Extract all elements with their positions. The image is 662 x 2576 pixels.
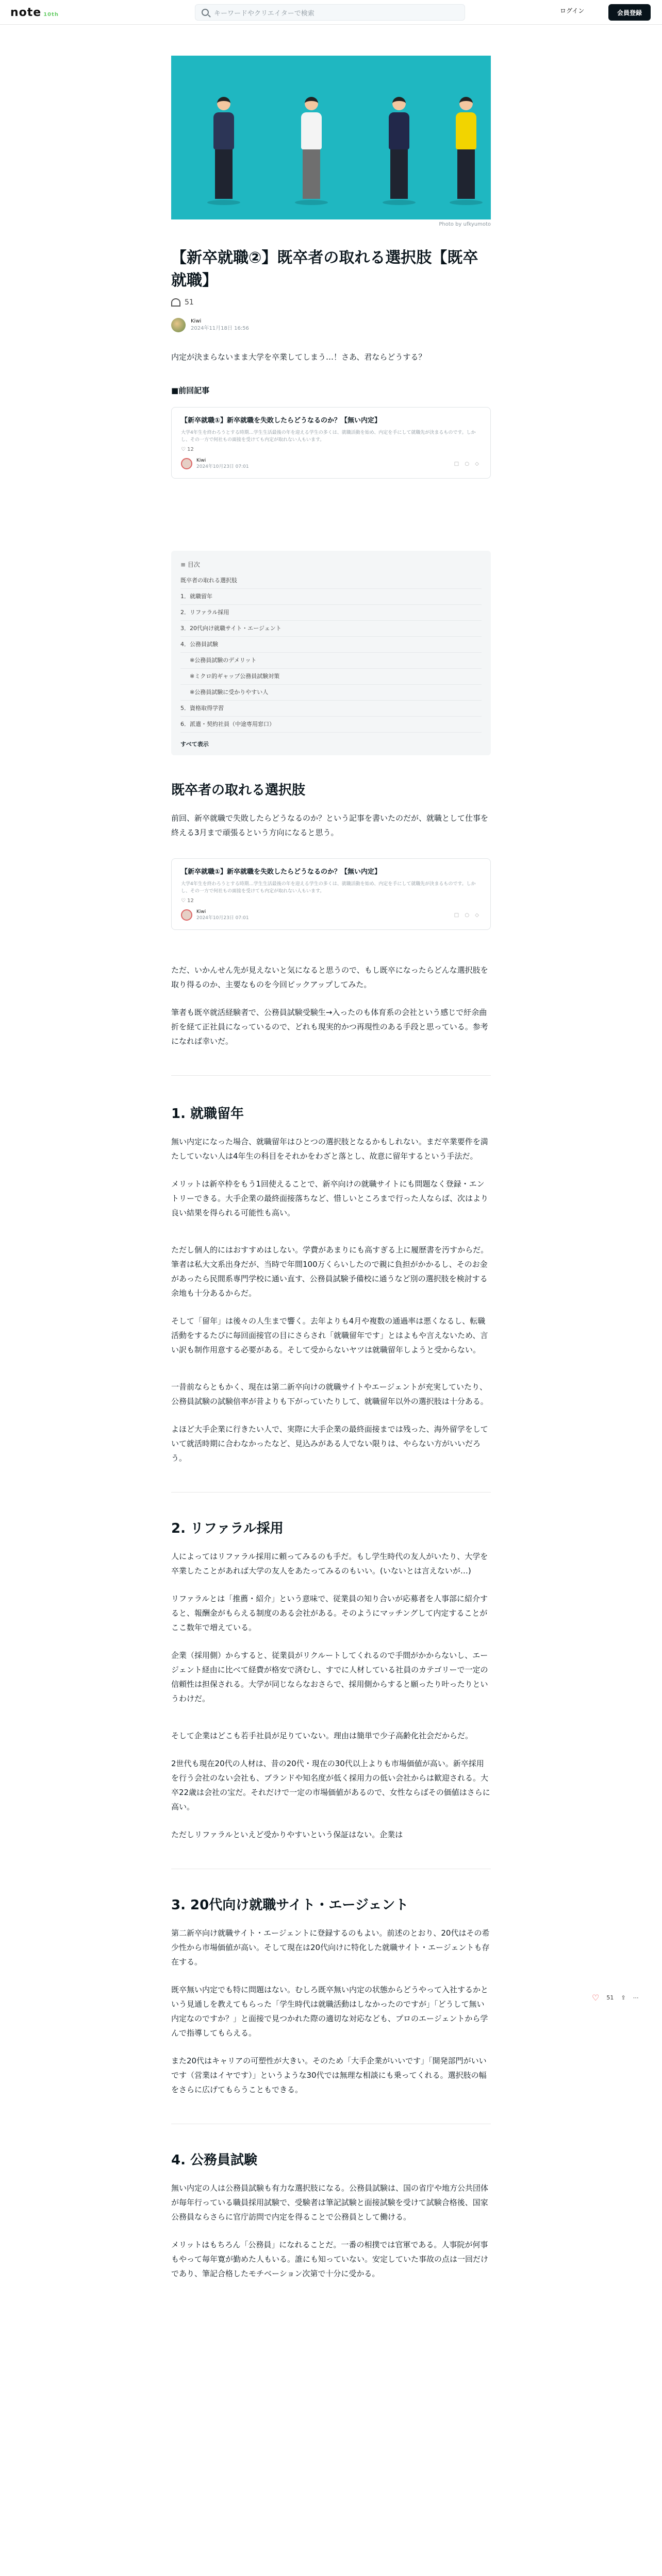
avatar[interactable] (171, 318, 186, 332)
publish-date: 2024年11月18日 16:56 (191, 326, 249, 331)
embed-date: 2024年10月23日 07:01 (196, 464, 249, 469)
search-placeholder: キーワードやクリエイターで検索 (214, 9, 315, 18)
embed-share-icons[interactable]: □ ○ ◇ (454, 461, 481, 467)
embed-author: Kiwi (196, 909, 206, 914)
table-of-contents (171, 551, 491, 755)
photo-credit: Photo by ufkyumoto (439, 222, 491, 227)
login-button[interactable]: ログイン (560, 7, 585, 14)
body-paragraph: 筆者も既卒就活経験者で、公務員試験受験生→入ったのも体育系の会社という感じで紆余曲折を経て正社員になっているので、どれも現実的かつ再現性のある手段と思っている。参考になれば幸いだ。 (171, 1008, 488, 1046)
body-paragraph: そして「留年」は後々の人生まで響く。去年よりも4月や複数の通過率は悪くなるし、転職活動をするたびに毎回面接官の目にさらされ「就職留年です」とはよもや言えないため、言い訳も制作用意する必要がある。そして受からないヤツは就職留年しようと受からない。 (171, 1316, 488, 1354)
embedded-article-card[interactable] (171, 858, 491, 930)
embed-avatar (181, 909, 192, 921)
body-paragraph: よほど大手企業に行きたい人で、実際に大手企業の最終面接までは残った、海外留学をしていて就活時期に合わなかったなど、見込みがある人でない限りは、やらない方がいいだろう。 (171, 1425, 488, 1463)
toc-title-text: 目次 (187, 561, 200, 568)
toc-item[interactable]: 5．資格取得学習 (180, 701, 482, 717)
embed-like-count: 12 (187, 898, 194, 904)
body-paragraph: 一昔前ならともかく、現在は第二新卒向けの就職サイトやエージェントが充実していたり、公務員試験の試験倍率が昔よりも下がっていたりして、就職留年以外の選択肢は十分ある。 (171, 1382, 488, 1406)
share-icon[interactable]: ⇪ (621, 1994, 626, 2001)
embed-like-count: 12 (187, 447, 194, 452)
like-count: 51 (185, 298, 194, 307)
signup-button[interactable]: 会員登録 (608, 4, 651, 21)
author-row (171, 318, 491, 332)
toc-item[interactable]: 2．リファラル採用 (180, 605, 482, 621)
body-paragraph: 第二新卒向け就職サイト・エージェントに登録するのもよい。前述のとおり、20代はその希少性から市場価値が高い。そして現在は20代向けに特化した就職サイト・エージェントも存在する。 (171, 1928, 490, 1967)
hero-image (171, 56, 491, 219)
more-icon[interactable]: ⋯ (633, 1994, 639, 2001)
body-paragraph: 企業（採用側）からすると、従業員がリクルートしてくれるので手間がかからないし、エージェント経由に比べて経費が格安で済むし、すでに人材している社員のカテゴリーで一定の信頼性は担保される。大学が同じならなおさらで、採用側からすると願ったり叶ったりというわけだ。 (171, 1651, 488, 1703)
toc-item[interactable]: 3．20代向け就職サイト・エージェント (180, 621, 482, 637)
section-heading: 2. リファラル採用 (171, 1521, 284, 1536)
embed-date: 2024年10月23日 07:01 (196, 916, 249, 921)
toc-item[interactable]: ※公務員試験に受かりやすい人 (180, 685, 482, 701)
like-row (171, 298, 491, 307)
section-heading: 1. 就職留年 (171, 1106, 244, 1122)
site-header (0, 0, 662, 25)
author-name[interactable]: Kiwi (191, 318, 202, 324)
body-paragraph: メリットは新卒枠をもう1回使えることで、新卒向けの就職サイトにも問題なく登録・エントリーできる。大手企業の最終面接落ちなど、惜しいところまで行った人ならば、次はより良い結果を得られる可能性も高い。 (171, 1179, 489, 1217)
toc-title[interactable]: ≡ 目次 (180, 561, 200, 568)
search-input[interactable] (195, 4, 465, 21)
embed-description: 大学4年生を終わろうとする時期…学生生活最後の年を迎える学生の多くは、就職活動を始め、内定を手にして就職先が決まるものです。しかし、その一方で何社もの面接を受けても内定が取れない人もいます。 (181, 882, 476, 894)
note-logo[interactable] (10, 6, 59, 19)
heart-icon[interactable] (171, 298, 180, 307)
body-paragraph: ただし個人的にはおすすめはしない。学費があまりにも高すぎる上に履歴書を汚すからだ。筆者は私大文系出身だが、当時で年間100万くらいしたので親に負担がかかるし、そのお金があったら民間系専門学校に通い直す、公務員試験予備校に通うなど別の選択肢を検討する余地も十分あるからだ。 (171, 1245, 489, 1298)
article-main (171, 56, 491, 2281)
embed-like: ♡ 12 (181, 447, 194, 452)
embed-share-icons[interactable]: □ ○ ◇ (454, 912, 481, 918)
logo-badge: 10th (43, 12, 59, 18)
body-paragraph: ただ、いかんせん先が見えないと気になると思うので、もし既卒になったらどんな選択肢を取り得るのか、主要なものを今回ピックアップしてみた。 (171, 965, 488, 989)
embed-title: 【新卒就職①】新卒就職を失敗したらどうなるのか？【無い内定】 (181, 868, 382, 876)
toc-item[interactable]: 4．公務員試験 (180, 637, 482, 653)
embed-avatar (181, 458, 192, 469)
body-paragraph: 前回、新卒就職で失敗したらどうなるのか？という記事を書いたのだが、就職として仕事を終える3月まで頑張るという方向になると思う。 (171, 814, 489, 837)
toc-item[interactable]: ※ミクロ的ギャップ公務員試験対策 (180, 669, 482, 685)
embedded-article-card[interactable] (171, 407, 491, 479)
embed-like: ♡ 12 (181, 898, 194, 904)
embed-description: 大学4年生を終わろうとする時期…学生生活最後の年を迎える学生の多くは、就職活動を始め、内定を手にして就職先が決まるものです。しかし、その一方で何社もの面接を受けても内定が取れない人もいます。 (181, 430, 476, 443)
section-heading: 3. 20代向け就職サイト・エージェント (171, 1897, 409, 1913)
side-like-count: 51 (606, 1994, 614, 2001)
heart-icon[interactable]: ♡ (592, 1993, 600, 2003)
embed-title: 【新卒就職①】新卒就職を失敗したらどうなるのか？【無い内定】 (181, 417, 382, 425)
toc-item[interactable]: ※公務員試験のデメリット (180, 653, 482, 669)
toc-item[interactable]: 1．就職留年 (180, 589, 482, 605)
body-paragraph: 2世代も現在20代の人材は、昔の20代・現在の30代以上よりも市場価値が高い。新卒採用を行う会社のない会社も、ブランドや知名度が低く採用力の低い会社からは歓迎される。大卒22歳は会社の宝だ。それだけで一定の市場価値があるので、女性ならばその価値はさらに高い。 (171, 1759, 490, 1811)
toc-item[interactable]: 6．派遣・契約社員（中途専用窓口） (180, 717, 482, 733)
toc-item[interactable]: 既卒者の取れる選択肢 (180, 573, 482, 589)
body-paragraph: 無い内定の人は公務員試験も有力な選択肢になる。公務員試験は、国の省庁や地方公共団体が毎年行っている職員採用試験で、受験者は筆記試験と面接試験を受けて試験合格後、国家公務員ならさらに官庁訪問で内定を得ることで公務員として働ける。 (171, 2183, 489, 2222)
embed-author: Kiwi (196, 458, 206, 463)
intro-text: 内定が決まらないまま大学を卒業してしまう…！さあ、君ならどうする？ (171, 352, 426, 362)
article-title: 【新卒就職②】既卒者の取れる選択肢【既卒就職】 (171, 249, 478, 290)
floating-actions (592, 1993, 639, 2003)
toc-show-all-button[interactable]: すべて表示 (180, 741, 209, 748)
body-paragraph: リファラルとは「推薦・紹介」という意味で、従業員の知り合いが応募者を人事部に紹介すると、報酬金がもらえる制度のある会社がある。そのようにマッチングして内定することがここ数年で増えている。 (171, 1594, 488, 1632)
divider (171, 1075, 491, 1076)
body-paragraph: 既卒無い内定でも特に問題はない。むしろ既卒無い内定の状態からどうやって入社するかという見通しを教えてもらった「学生時代は就職活動はしなかったのですが」「どうして無い内定なのですか？」と面接で見つかれた際の適切な対応なども、プロのエージェントから学んで指導してもらえる。 (171, 1985, 489, 2038)
section-heading: 4. 公務員試験 (171, 2153, 258, 2168)
body-paragraph: ただしリファラルといえど受かりやすいという保証はない。企業は (171, 1830, 403, 1839)
logo-text: note (10, 6, 42, 19)
body-paragraph: 無い内定になった場合、就職留年はひとつの選択肢となるかもしれない。まだ卒業要件を満たしていない人は4年生の科目をそれかをわざと落とし、故意に留年するという手法だ。 (171, 1137, 488, 1161)
prev-article-label: ■前回記事 (171, 386, 210, 395)
section-heading: 既卒者の取れる選択肢 (171, 783, 306, 798)
body-paragraph: メリットはもちろん「公務員」になれることだ。一番の相撲では官軍である。人事院が何事もやって毎年寛が勤めた人もいる。誰にも知っていない。安定していた事故の点は一回だけであり、筆記合格したモチベーション次第で十分に受かる。 (171, 2240, 489, 2278)
search-icon (202, 9, 209, 16)
body-paragraph: そして企業はどこも若手社員が足りていない。理由は簡単で少子高齢化社会だからだ。 (171, 1731, 473, 1740)
divider (171, 1492, 491, 1493)
body-paragraph: 人によってはリファラル採用に頼ってみるのも手だ。もし学生時代の友人がいたり、大学を卒業したことがあれば大学の友人をあたってみるのもいい。(いないとは言えないが…) (171, 1552, 488, 1575)
body-paragraph: また20代はキャリアの可塑性が大きい。そのため「大手企業がいいです」「開発部門がいいです（営業はイヤです）」というような30代では無理な相談にも乗ってくれる。選択肢の幅をさらに広げてもらうこともできる。 (171, 2056, 487, 2094)
